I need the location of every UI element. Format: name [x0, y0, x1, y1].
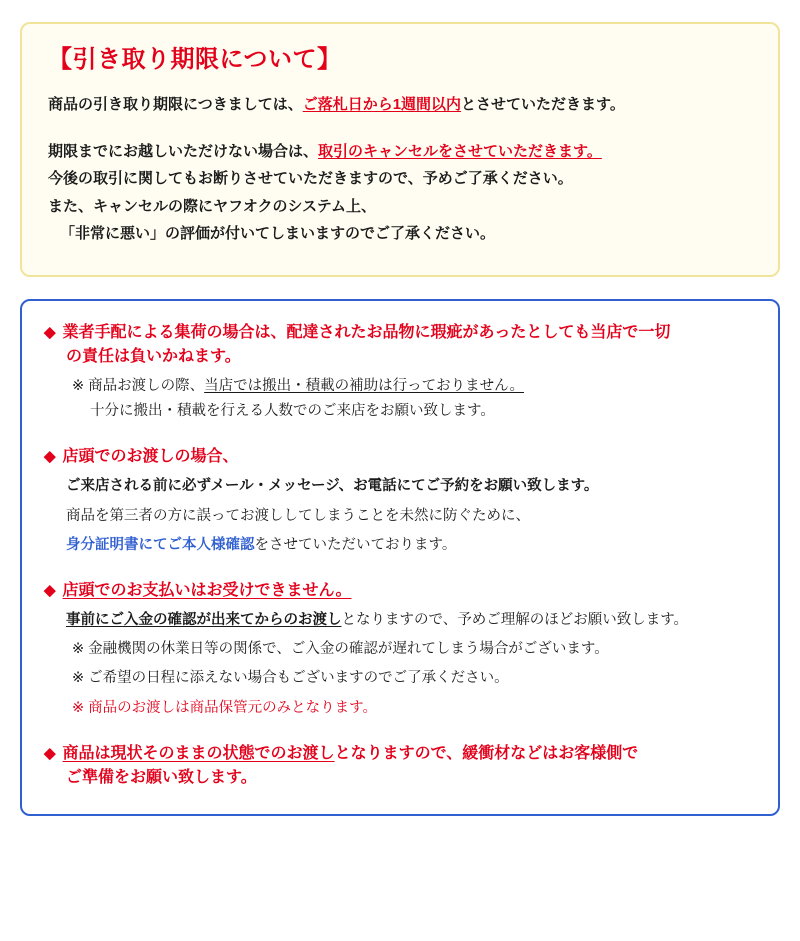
rule-heading-group — [63, 742, 639, 766]
rule-detail-prepayment — [44, 609, 754, 632]
rule-heading-text: 店頭でのお支払いはお受けできません。 — [62, 581, 352, 599]
deadline-line-1 — [48, 93, 752, 116]
rule-detail-prepayment-emphasis: 事前にご入金の確認が出来てからのお渡し — [66, 611, 342, 628]
deadline-line-4: また、キャンセルの際にヤフオクのシステム上、 — [48, 197, 377, 215]
rule-heading-text: 店頭でのお渡しの場合、 — [62, 448, 239, 466]
pickup-deadline-panel — [20, 22, 780, 277]
rule-note-prefix: 商品お渡しの際、 — [88, 378, 205, 395]
spacer — [48, 120, 752, 140]
rule-detail-id-check — [44, 534, 754, 557]
rule-note — [44, 375, 754, 398]
rule-note-emphasis: 当店では搬出・積載の補助は行っておりません。 — [204, 378, 525, 395]
deadline-line-5: 「非常に悪い」の評価が付いてしまいますのでご了承ください。 — [60, 224, 496, 242]
rule-detail-id-emphasis: 身分証明書にてご本人様確認 — [66, 536, 255, 553]
note-mark-icon: ※ — [72, 641, 85, 658]
rule-heading — [44, 742, 754, 766]
rule-note-schedule — [44, 667, 754, 690]
rule-heading — [44, 321, 754, 345]
handover-rules-panel — [20, 299, 780, 816]
rule-heading-text-cont: ご準備をお願い致します。 — [66, 768, 257, 786]
rule-note-bank-holiday — [44, 638, 754, 661]
deadline-line-3: 今後の取引に関してもお断りさせていただきますので、予めご了承ください。 — [48, 170, 573, 188]
rule-detail-reservation: ご来店される前に必ずメール・メッセージ、お電話にてご予約をお願い致します。 — [66, 478, 599, 495]
rule-note-text: 金融機関の休業日等の関係で、ご入金の確認が遅れてしまう場合がございます。 — [88, 641, 609, 658]
rule-block-store-handover — [44, 445, 754, 557]
deadline-line-2 — [48, 140, 752, 163]
rule-heading — [44, 579, 754, 603]
note-mark-icon: ※ — [72, 378, 85, 395]
note-mark-icon: ※ — [72, 670, 85, 687]
rule-note-storage-location — [44, 697, 754, 720]
rule-note-text: ご希望の日程に添えない場合もございますのでご了承ください。 — [88, 670, 509, 687]
rule-heading-emphasis: 商品は現状そのままの状態でのお渡し — [62, 744, 335, 762]
rule-block-pickup-agent — [44, 321, 754, 423]
rule-note-secondary: 十分に搬出・積載を行える人数でのご来店をお願い致します。 — [90, 403, 495, 420]
diamond-bullet-icon: ◆ — [44, 448, 56, 466]
deadline-line-1-emphasis: ご落札日から1週間以内 — [302, 95, 462, 113]
rule-detail-thirdparty: 商品を第三者の方に誤ってお渡ししてしまうことを未然に防ぐために、 — [66, 507, 530, 524]
deadline-line-2-emphasis: 取引のキャンセルをさせていただきます。 — [318, 143, 602, 161]
deadline-line-2-prefix: 期限までにお越しいただけない場合は、 — [48, 143, 319, 161]
rule-detail-id-suffix: をさせていただいております。 — [254, 536, 457, 553]
deadline-line-1-prefix: 商品の引き取り期限につきましては、 — [48, 95, 303, 113]
rule-note-text: 商品のお渡しは商品保管元のみとなります。 — [88, 699, 377, 716]
rule-block-as-is-condition — [44, 742, 754, 790]
deadline-line-1-suffix: とさせていただきます。 — [461, 95, 625, 113]
diamond-bullet-icon: ◆ — [44, 744, 56, 762]
diamond-bullet-icon: ◆ — [44, 581, 56, 599]
rule-heading-text: 業者手配による集荷の場合は、配達されたお品物に瑕疵があったとしても当店で一切 — [62, 324, 671, 342]
rule-heading — [44, 445, 754, 469]
rule-detail-prepayment-suffix: となりますので、予めご理解のほどお願い致します。 — [341, 611, 689, 628]
pickup-deadline-title: 【引き取り期限について】 — [48, 46, 342, 73]
diamond-bullet-icon: ◆ — [44, 324, 56, 342]
rule-block-no-store-payment — [44, 579, 754, 720]
rule-heading-text-cont: の責任は負いかねます。 — [66, 348, 241, 366]
rule-heading-suffix: となりますので、緩衝材などはお客様側で — [334, 744, 639, 762]
note-mark-icon: ※ — [72, 699, 85, 716]
